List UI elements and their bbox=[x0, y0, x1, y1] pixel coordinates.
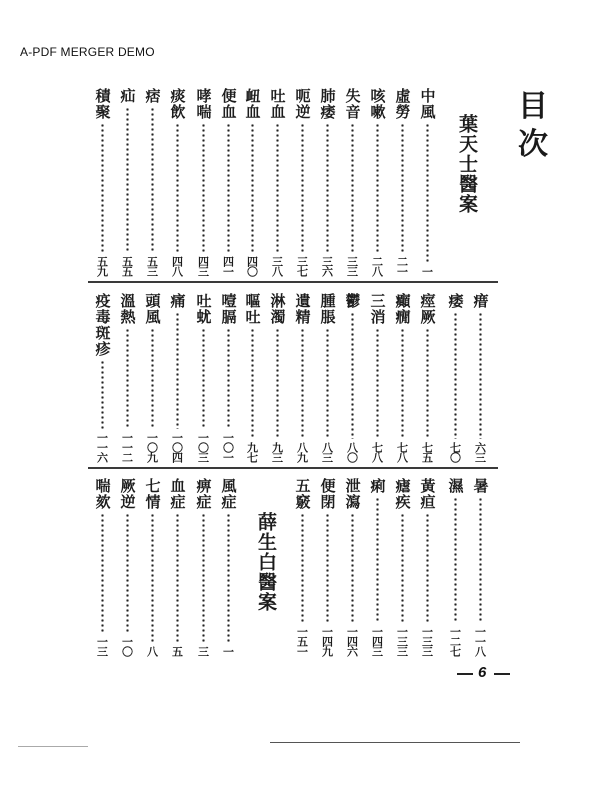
toc-entry[interactable] bbox=[142, 478, 162, 656]
toc-entry-page: 四〇 bbox=[245, 256, 259, 276]
toc-entry-label: 五竅 bbox=[293, 478, 312, 510]
page-number-dash-right bbox=[494, 673, 510, 675]
dot-leader bbox=[426, 123, 429, 263]
toc-entry[interactable] bbox=[218, 88, 238, 276]
dot-leader bbox=[326, 328, 329, 439]
toc-entry-label: 頭風 bbox=[143, 293, 162, 325]
toc-entry[interactable] bbox=[292, 293, 312, 462]
dot-leader bbox=[479, 497, 482, 623]
toc-entry-page: 七八 bbox=[395, 442, 409, 462]
toc-entry-label: 濕 bbox=[446, 478, 465, 494]
page-number: 6 bbox=[478, 664, 487, 681]
dot-leader bbox=[126, 107, 129, 253]
dot-leader bbox=[401, 328, 404, 439]
toc-entry-page: 四三 bbox=[196, 256, 210, 276]
dot-leader bbox=[301, 123, 304, 253]
toc-entry-label: 咳嗽 bbox=[368, 88, 387, 120]
toc-entry[interactable] bbox=[292, 478, 312, 656]
dot-leader bbox=[276, 328, 279, 439]
toc-entry-label: 中風 bbox=[418, 88, 437, 120]
toc-entry-label: 疝 bbox=[118, 88, 137, 104]
toc-entry-label: 痹症 bbox=[194, 478, 213, 510]
toc-entry-page: 一一六 bbox=[95, 432, 109, 462]
toc-entry[interactable] bbox=[367, 478, 387, 656]
dot-leader bbox=[351, 123, 354, 253]
toc-entry-label: 風症 bbox=[219, 478, 238, 510]
toc-entry-page: 八九 bbox=[295, 442, 309, 462]
toc-entry-page: 四一 bbox=[221, 256, 235, 276]
toc-entry-label: 肺痿 bbox=[318, 88, 337, 120]
toc-entry-page: 一〇三 bbox=[196, 432, 210, 462]
watermark-text: A-PDF MERGER DEMO bbox=[20, 45, 155, 59]
dot-leader bbox=[454, 312, 457, 439]
dot-leader bbox=[351, 312, 354, 439]
toc-entry-label: 厥逆 bbox=[118, 478, 137, 510]
toc-entry[interactable] bbox=[167, 88, 187, 276]
toc-entry-page: 六三 bbox=[473, 442, 487, 462]
toc-entry-label: 黃疸 bbox=[418, 478, 437, 510]
toc-entry-page: 七五 bbox=[420, 442, 434, 462]
toc-entry-label: 泄瀉 bbox=[343, 478, 362, 510]
toc-entry[interactable] bbox=[417, 88, 437, 276]
toc-entry[interactable] bbox=[193, 88, 213, 276]
toc-entry[interactable] bbox=[193, 293, 213, 462]
dot-leader bbox=[151, 107, 154, 253]
toc-entry-label: 痞 bbox=[143, 88, 162, 104]
toc-entry[interactable] bbox=[445, 293, 465, 462]
toc-entry[interactable] bbox=[218, 478, 238, 656]
dot-leader bbox=[376, 497, 379, 623]
toc-entry[interactable] bbox=[267, 88, 287, 276]
toc-entry-label: 瘧疾 bbox=[393, 478, 412, 510]
dot-leader bbox=[479, 312, 482, 439]
toc-entry-page: 一四九 bbox=[320, 626, 334, 656]
dot-leader bbox=[202, 513, 205, 643]
toc-entry-page: 三三 bbox=[345, 256, 359, 276]
page-number-dash-left bbox=[457, 673, 473, 675]
toc-entry-page: 五三 bbox=[145, 256, 159, 276]
toc-entry[interactable] bbox=[142, 293, 162, 462]
divider-line bbox=[88, 281, 498, 283]
toc-entry-label: 三消 bbox=[368, 293, 387, 325]
toc-entry-page: 一一二 bbox=[120, 432, 134, 462]
toc-entry-label: 痰飲 bbox=[168, 88, 187, 120]
toc-entry-label: 痛 bbox=[168, 293, 187, 309]
toc-entry[interactable] bbox=[317, 293, 337, 462]
toc-entry-label: 血症 bbox=[168, 478, 187, 510]
toc-entry[interactable] bbox=[117, 88, 137, 276]
toc-entry-label: 嘔吐 bbox=[243, 293, 262, 325]
toc-entry-page: 三七 bbox=[295, 256, 309, 276]
dot-leader bbox=[401, 513, 404, 623]
toc-entry-page: 一四三 bbox=[370, 626, 384, 656]
toc-entry[interactable] bbox=[117, 478, 137, 656]
toc-entry-page: 四八 bbox=[170, 256, 184, 276]
dot-leader bbox=[151, 328, 154, 429]
toc-entry[interactable] bbox=[317, 478, 337, 656]
toc-entry-page: 一四六 bbox=[345, 626, 359, 656]
dot-leader bbox=[176, 312, 179, 429]
toc-entry-label: 吐血 bbox=[268, 88, 287, 120]
toc-entry-page: 一三三 bbox=[420, 626, 434, 656]
toc-entry[interactable] bbox=[242, 88, 262, 276]
toc-entry-page: 三六 bbox=[320, 256, 334, 276]
toc-entry-label: 喘欬 bbox=[93, 478, 112, 510]
toc-entry-label: 便閉 bbox=[318, 478, 337, 510]
toc-entry-page: 一〇 bbox=[120, 636, 134, 656]
toc-entry[interactable] bbox=[392, 293, 412, 462]
toc-entry-page: 一五一 bbox=[295, 626, 309, 656]
toc-entry-page: 八 bbox=[145, 646, 159, 656]
toc-entry-label: 腫脹 bbox=[318, 293, 337, 325]
dot-leader bbox=[401, 123, 404, 253]
toc-entry[interactable] bbox=[92, 293, 112, 462]
toc-entry[interactable] bbox=[445, 478, 465, 656]
toc-entry[interactable] bbox=[470, 293, 490, 462]
toc-entry-label: 虛勞 bbox=[393, 88, 412, 120]
dot-leader bbox=[276, 123, 279, 253]
dot-leader bbox=[376, 328, 379, 439]
dot-leader bbox=[227, 513, 230, 643]
dot-leader bbox=[426, 513, 429, 623]
toc-entry[interactable] bbox=[193, 478, 213, 656]
toc-entry-label: 暑 bbox=[471, 478, 490, 494]
toc-entry-label: 哮喘 bbox=[194, 88, 213, 120]
toc-entry-page: 一〇四 bbox=[170, 432, 184, 462]
toc-entry[interactable] bbox=[342, 478, 362, 656]
toc-entry-page: 一〇九 bbox=[145, 432, 159, 462]
toc-entry[interactable] bbox=[242, 293, 262, 462]
toc-entry[interactable] bbox=[417, 293, 437, 462]
toc-entry-page: 九三 bbox=[270, 442, 284, 462]
dot-leader bbox=[227, 123, 230, 253]
toc-entry[interactable] bbox=[92, 478, 112, 656]
toc-entry-label: 遺精 bbox=[293, 293, 312, 325]
toc-entry-page: 一 bbox=[221, 646, 235, 656]
toc-entry-page: 一一八 bbox=[473, 626, 487, 656]
toc-entry-label: 噎膈 bbox=[219, 293, 238, 325]
dot-leader bbox=[251, 123, 254, 253]
toc-entry[interactable] bbox=[267, 293, 287, 462]
toc-entry-label: 癲癇 bbox=[393, 293, 412, 325]
toc-entry-label: 衄血 bbox=[243, 88, 262, 120]
toc-entry-page: 七八 bbox=[370, 442, 384, 462]
scan-artifact-line bbox=[18, 746, 88, 747]
toc-entry[interactable] bbox=[117, 293, 137, 462]
toc-entry-label: 七情 bbox=[143, 478, 162, 510]
title-char-ci: 次 bbox=[518, 127, 548, 162]
dot-leader bbox=[101, 360, 104, 429]
toc-entry-page: 一三三 bbox=[395, 626, 409, 656]
toc-entry-label: 痿 bbox=[446, 293, 465, 309]
toc-entry[interactable] bbox=[470, 478, 490, 656]
toc-entry[interactable] bbox=[342, 88, 362, 276]
toc-entry[interactable] bbox=[317, 88, 337, 276]
toc-entry-page: 五五 bbox=[120, 256, 134, 276]
toc-entry-page: 五九 bbox=[95, 256, 109, 276]
toc-entry[interactable] bbox=[292, 88, 312, 276]
toc-entry-page: 一三 bbox=[95, 636, 109, 656]
toc-entry[interactable] bbox=[142, 88, 162, 276]
dot-leader bbox=[151, 513, 154, 643]
scan-artifact-line bbox=[270, 742, 520, 743]
toc-entry[interactable] bbox=[392, 478, 412, 656]
toc-entry-page: 九七 bbox=[245, 442, 259, 462]
toc-entry-page: 五 bbox=[170, 646, 184, 656]
toc-entry-label: 便血 bbox=[219, 88, 238, 120]
dot-leader bbox=[176, 123, 179, 253]
toc-entry-label: 吐蚘 bbox=[194, 293, 213, 325]
toc-entry-page: 一〇一 bbox=[221, 432, 235, 462]
section-heading-ye-tianshi: 葉天士醫案 bbox=[456, 114, 478, 214]
toc-entry[interactable] bbox=[342, 293, 362, 462]
toc-entry-label: 疫毒斑疹 bbox=[93, 293, 112, 357]
dot-leader bbox=[126, 328, 129, 429]
toc-entry-page: 一 bbox=[420, 266, 434, 276]
toc-entry[interactable] bbox=[218, 293, 238, 462]
toc-entry-label: 呃逆 bbox=[293, 88, 312, 120]
toc-entry-page: 三八 bbox=[270, 256, 284, 276]
dot-leader bbox=[227, 328, 230, 429]
toc-entry-page: 八三 bbox=[320, 442, 334, 462]
toc-entry-label: 痙厥 bbox=[418, 293, 437, 325]
toc-entry[interactable] bbox=[367, 293, 387, 462]
toc-entry-page: 一二七 bbox=[448, 626, 462, 656]
toc-entry-label: 瘄 bbox=[471, 293, 490, 309]
dot-leader bbox=[251, 328, 254, 439]
toc-entry-label: 鬱 bbox=[343, 293, 362, 309]
dot-leader bbox=[426, 328, 429, 439]
toc-entry-label: 溫熱 bbox=[118, 293, 137, 325]
dot-leader bbox=[454, 497, 457, 623]
toc-entry[interactable] bbox=[417, 478, 437, 656]
toc-entry[interactable] bbox=[367, 88, 387, 276]
dot-leader bbox=[202, 123, 205, 253]
dot-leader bbox=[301, 328, 304, 439]
dot-leader bbox=[326, 123, 329, 253]
divider-line bbox=[88, 467, 498, 469]
toc-entry[interactable] bbox=[167, 293, 187, 462]
dot-leader bbox=[101, 513, 104, 633]
dot-leader bbox=[202, 328, 205, 429]
toc-entry-label: 積聚 bbox=[93, 88, 112, 120]
toc-entry-page: 八〇 bbox=[345, 442, 359, 462]
toc-entry-page: 七〇 bbox=[448, 442, 462, 462]
dot-leader bbox=[176, 513, 179, 643]
dot-leader bbox=[351, 513, 354, 623]
dot-leader bbox=[376, 123, 379, 253]
toc-entry-label: 痢 bbox=[368, 478, 387, 494]
dot-leader bbox=[301, 513, 304, 623]
dot-leader bbox=[326, 513, 329, 623]
toc-entry[interactable] bbox=[167, 478, 187, 656]
toc-entry-page: 三 bbox=[196, 646, 210, 656]
toc-entry-page: 二八 bbox=[370, 256, 384, 276]
toc-entry[interactable] bbox=[392, 88, 412, 276]
section-heading-xue-shengbai: 薛生白醫案 bbox=[255, 512, 277, 612]
dot-leader bbox=[101, 123, 104, 253]
dot-leader bbox=[126, 513, 129, 633]
toc-entry-label: 失音 bbox=[343, 88, 362, 120]
toc-entry[interactable] bbox=[92, 88, 112, 276]
title-char-mu: 目 bbox=[518, 89, 548, 124]
toc-entry-label: 淋濁 bbox=[268, 293, 287, 325]
toc-entry-page: 二一 bbox=[395, 256, 409, 276]
